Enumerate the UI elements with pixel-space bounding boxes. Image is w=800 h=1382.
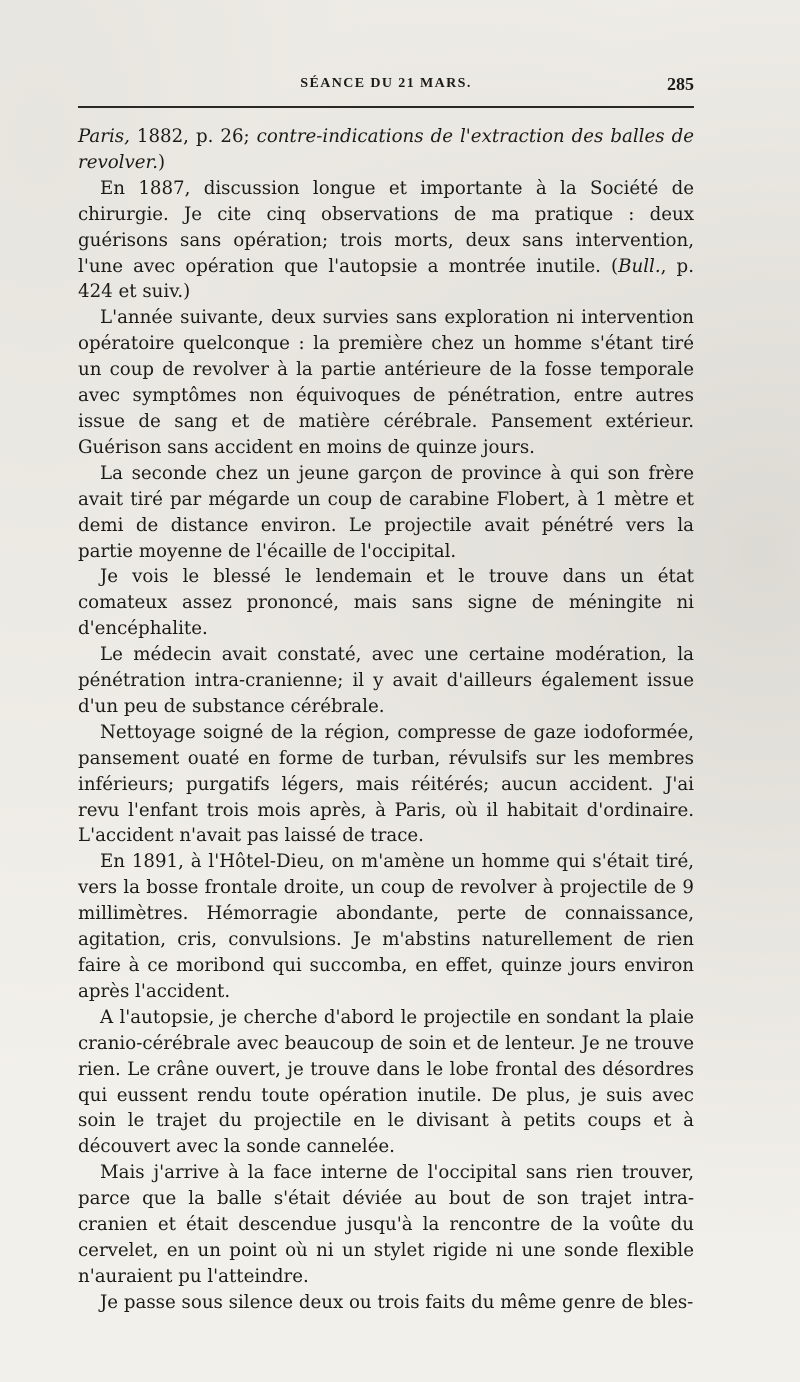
citation-place: Paris, [78,126,130,147]
page-header [78,74,694,100]
paragraph-treatment: Nettoyage soigné de la région, compresse de gaze iodoformée, pansement ouaté en forme de turban, révulsifs sur les membres inférieurs; purgatifs légers, mais réitérés; aucun accident. J'ai revu l'enfant trois mois après, à Paris, où il habitait d'ordinaire. L'accident n'avait pas laissé de trace. [78,721,694,847]
paragraph-occipital: Mais j'arrive à la face interne de l'occipital sans rien trouver, parce que la balle s'était déviée au bout de son trajet intra-cranien et était descendue jusqu'à la rencontre de la voûte du cervelet, en un point où ni un stylet rigide ni une sonde flexible n'auraient pu l'atteindre. [78,1162,694,1287]
citation-year-page: 1882, p. 26; [129,126,257,147]
header-rule [78,106,694,108]
paragraph-next-day: Je vois le blessé le lendemain et le trouve dans un état comateux assez prononcé, mais sans signe de méningite ni d'encéphalite. [78,566,694,640]
paragraph-autopsy: A l'autopsie, je cherche d'abord le projectile en sondant la plaie cranio-cérébrale avec beaucoup de soin et de lenteur. Je ne trouve rien. Le crâne ouvert, je trouve dans le lobe frontal des désordres qui eussent rendu toute opération inutile. De plus, je suis avec soin le trajet du projectile en le divisant à petits coups et à découvert avec la sonde cannelée. [78,1006,694,1158]
page-number: 285 [667,74,694,94]
paragraph-1891-case: En 1891, à l'Hôtel-Dieu, on m'amène un homme qui s'était tiré, vers la bosse frontale droite, un coup de revolver à projectile de 9 millimètres. Hémorragie abondante, perte de connaissance, agitation, cris, convulsions. Je m'abstins naturellement de rien faire à ce moribond qui succomba, en effet, quinze jours environ après l'accident. [78,851,694,1002]
citation-title: contre-indications de l'extraction des balles de revolver. [78,126,695,173]
paragraph-second-case: La seconde chez un jeune garçon de province à qui son frère avait tiré par mégarde un coup de carabine Flobert, à 1 mètre et demi de distance environ. Le projectile avait pénétré vers la partie moyenne de l'écaille de l'occipital. [78,462,694,562]
paragraph-last: Je passe sous silence deux ou trois faits du même genre de bles- [100,1291,694,1313]
running-title: SÉANCE DU 21 MARS. [300,76,472,91]
paragraph-citation-continued [78,124,694,176]
paragraph-following-year: L'année suivante, deux survies sans exploration ni intervention opératoire quelconque : la première chez un homme s'étant tiré un coup de revolver à la partie antérieure de la fosse temporale avec symptômes non équivoques de pénétration, entre autres issue de sang et de matière cérébrale. Pansement extérieur. Guérison sans accident en moins de quinze jours. [78,307,694,458]
citation-close: ) [158,151,166,173]
body-text [78,124,694,1316]
bulletin-reference: Bull. [618,255,661,277]
paragraph-physician: Le médecin avait constaté, avec une certaine modération, la pénétration intra-cranienne; il y avait d'ailleurs également issue d'un peu de substance cérébrale. [78,644,694,717]
paragraph-1887-discussion [78,176,694,306]
paragraph-1887-text: En 1887, discussion longue et importante à la Société de chirurgie. Je cite cinq observations de ma pratique : deux guérisons sans opération; trois morts, deux sans intervention, l'une avec opération que l'autopsie a montrée inutile. ( [78,177,694,277]
bulletin-page: , p. 424 et suiv.) [78,255,694,303]
